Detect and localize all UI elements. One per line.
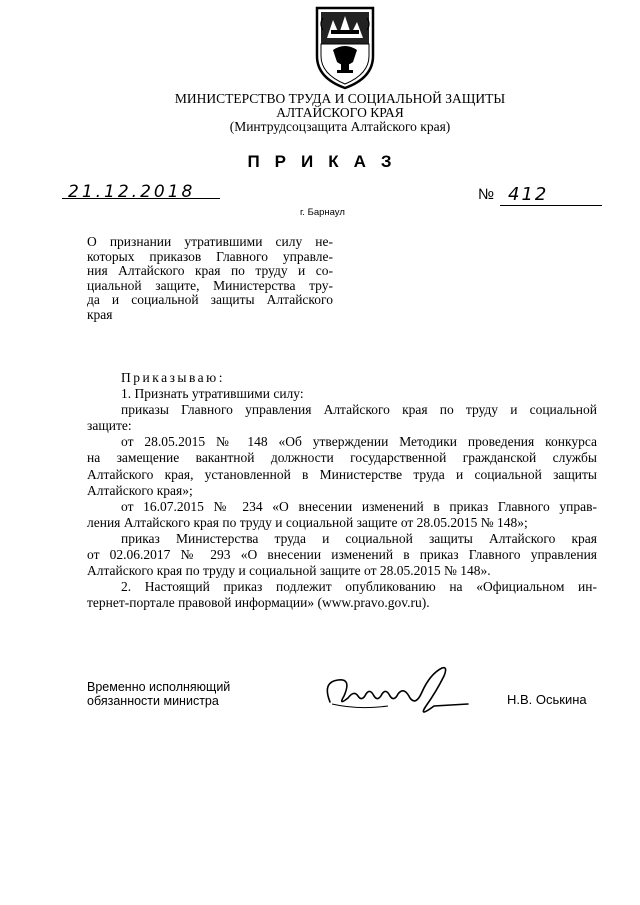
ministry-name-line-2: АЛТАЙСКОГО КРАЯ <box>276 105 404 120</box>
coat-of-arms-emblem <box>313 4 377 90</box>
number-underline <box>500 205 602 206</box>
body-line: 2. Настоящий приказ подлежит опубликованию на «Официальном ин- <box>121 579 597 595</box>
signatory-role-line-2: обязанности министра <box>87 694 219 708</box>
subject-line: да и социальной защиты Алтайского <box>87 292 333 307</box>
body-line: от 28.05.2015 № 148 «Об утверждении Методики проведения конкурса <box>121 434 597 450</box>
number-label: № <box>478 186 495 203</box>
handwritten-date: 21.12.2018 <box>68 182 196 202</box>
body-line: приказ Министерства труда и социальной защиты Алтайского края <box>121 530 597 546</box>
body-line: 1. Признать утратившими силу: <box>121 386 304 402</box>
subject-line: которых приказов Главного управле- <box>87 248 333 264</box>
body-line: Алтайского края по труду и социальной защите от 28.05.2015 № 148». <box>87 563 491 579</box>
subject-line: края <box>87 306 113 322</box>
body-line: ления Алтайского края по труду и социальной защите от 28.05.2015 № 148»; <box>87 514 528 530</box>
ministry-name-line-1: МИНИСТЕРСТВО ТРУДА И СОЦИАЛЬНОЙ ЗАЩИТЫ <box>174 91 506 106</box>
order-word: Приказываю: <box>121 370 225 385</box>
subject-line: О признании утратившими силу не- <box>87 234 333 249</box>
body-line: Алтайского края»; <box>87 482 193 498</box>
document-type-title: ПРИКАЗ <box>247 152 407 171</box>
handwritten-number: 412 <box>508 184 549 205</box>
body-line: от 02.06.2017 № 293 «О внесении изменений в приказ Главного управления <box>87 547 597 563</box>
signatory-role <box>87 680 230 708</box>
signatory-role-line-1: Временно исполняющий <box>87 680 231 694</box>
body-line: тернет-портале правовой информации» (www.pravo.gov.ru). <box>87 595 430 611</box>
body-line: на замещение вакантной должности государственной гражданской службы <box>87 450 597 466</box>
date-underline <box>62 198 220 199</box>
order-body <box>87 370 597 611</box>
ministry-header <box>160 92 520 134</box>
body-line: от 16.07.2015 № 234 «О внесении изменений в приказ Главного управ- <box>121 498 597 514</box>
handwritten-signature <box>318 662 498 722</box>
subject-line: ния Алтайского края по труду и со- <box>87 263 333 278</box>
body-line: защите: <box>87 418 132 434</box>
body-line: Алтайского края, установленной в Министерстве труда и социальной защиты <box>87 466 597 482</box>
subject-line: циальной защите, Министерства тру- <box>87 277 333 293</box>
signatory-name: Н.В. Оськина <box>507 692 587 707</box>
order-subject <box>87 235 333 322</box>
ministry-short-name: (Минтрудсоцзащита Алтайского края) <box>229 119 451 134</box>
city: г. Барнаул <box>300 207 345 218</box>
body-line: приказы Главного управления Алтайского края по труду и социальной <box>121 402 597 418</box>
